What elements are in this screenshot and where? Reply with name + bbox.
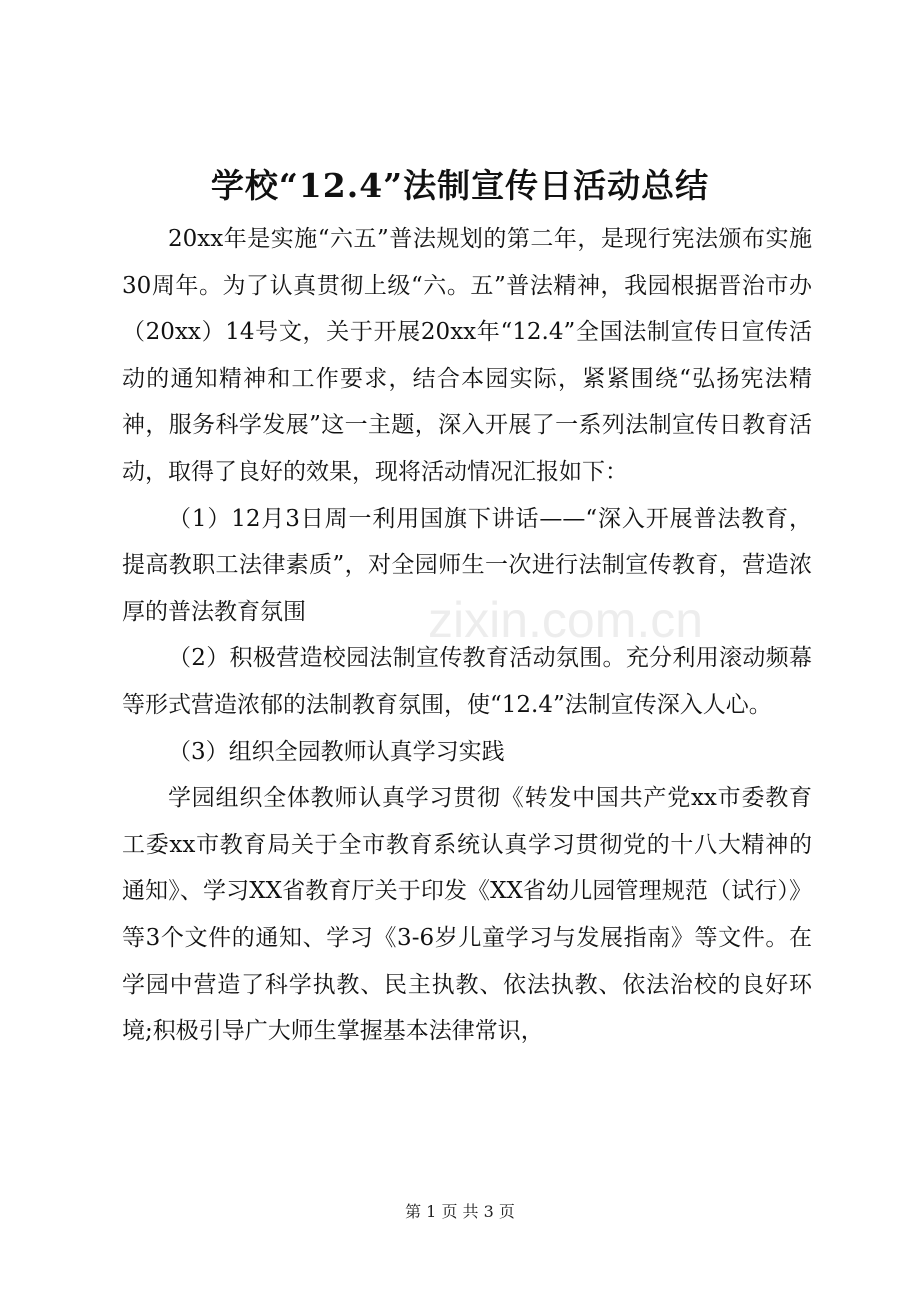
paragraph-item-3: （3）组织全园教师认真学习实践 [168, 738, 505, 765]
page-footer: 第 1 页 共 3 页 [405, 1202, 515, 1221]
paragraph-study: 学园组织全体教师认真学习贯彻《转发中国共产党xx市委教育工委xx市教育局关于全市教育系统认真学习贯彻党的十八大精神的通知》、学习XX省教育厅关于印发《XX省幼儿园管理规范（试行）》等3个文件的通知、学习《3-6岁儿童学习与发展指南》等文件。在学园中营造了科学执教、民主执教、依法执教、依法治校的良好环境;积极引导广大师生掌握基本法律常识， [122, 785, 812, 1045]
paragraph-item-2: （2）积极营造校园法制宣传教育活动氛围。充分利用滚动频幕等形式营造浓郁的法制教育氛围，使“12.4”法制宣传深入人心。 [122, 645, 812, 718]
document-title: 学校“12.4”法制宣传日活动总结 [210, 166, 710, 205]
document-body [122, 216, 812, 1055]
paragraph-item-1: （1）12月3日周一利用国旗下讲话——“深入开展普法教育，提高教职工法律素质”，对全园师生一次进行法制宣传教育，营造浓厚的普法教育氛围 [122, 505, 812, 625]
paragraph-intro: 20xx年是实施“六五”普法规划的第二年，是现行宪法颁布实施30周年。为了认真贯彻上级“六。五”普法精神，我园根据晋治市办（20xx）14号文，关于开展20xx年“12.4”全国法制宣传日宣传活动的通知精神和工作要求，结合本园实际，紧紧围绕“弘扬宪法精神，服务科学发展”这一主题，深入开展了一系列法制宣传日教育活动，取得了良好的效果，现将活动情况汇报如下： [122, 226, 812, 485]
watermark: zixin.com.cn [428, 592, 704, 648]
